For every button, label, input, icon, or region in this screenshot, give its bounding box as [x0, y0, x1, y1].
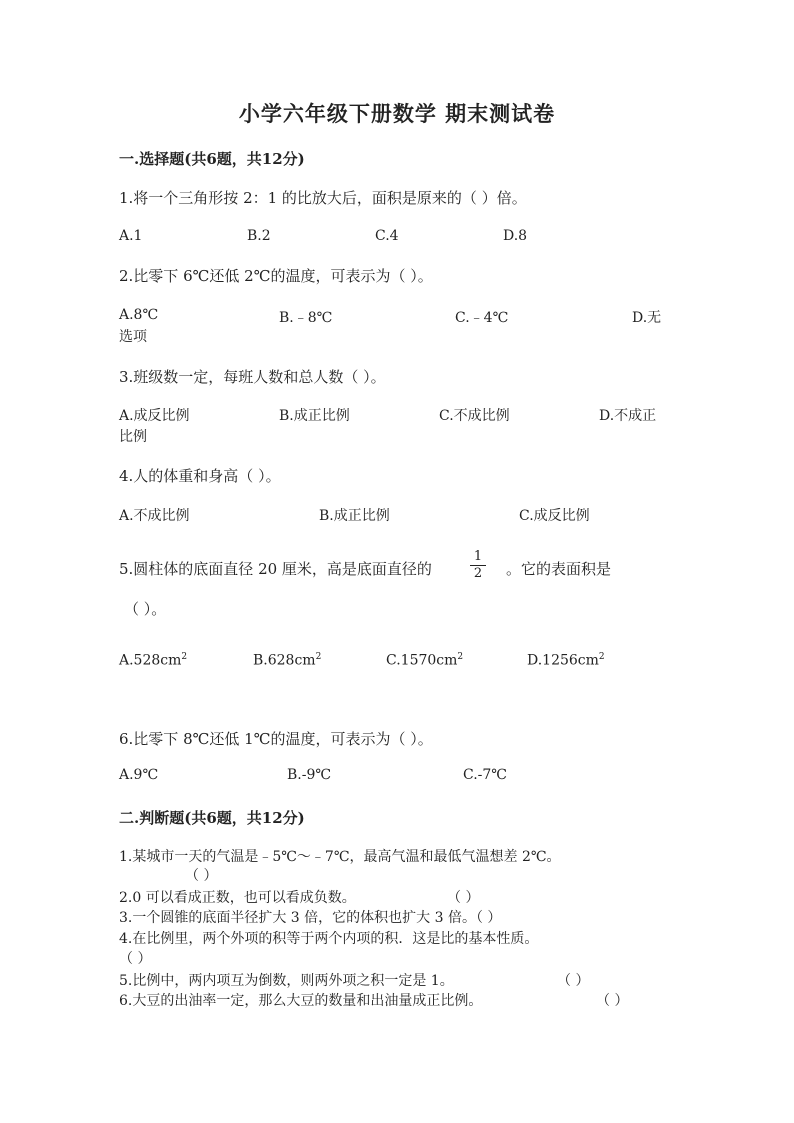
judge-1: 1.某城市一天的气温是﹣5℃～﹣7℃，最高气温和最低气温想差 2℃。 [119, 849, 561, 865]
question-5: 5.圆柱体的底面直径 20 厘米，高是底面直径的 [119, 560, 432, 578]
q2-option-d: D.无 [632, 310, 662, 326]
judge-1-answer: （ ） [185, 868, 218, 884]
q1-option-c: C.4 [375, 228, 399, 244]
q3-option-d-wrap: 比例 [119, 429, 147, 445]
judge-2: 2.0 可以看成正数，也可以看成负数。 [119, 890, 356, 906]
question-4: 4.人的体重和身高（ ）。 [119, 467, 281, 485]
fraction-denominator: 2 [473, 566, 483, 581]
q5-option-c: $C.1570cm^2$ [386, 652, 464, 669]
judge-6: 6.大豆的出油率一定，那么大豆的数量和出油量成正比例。 [119, 993, 483, 1009]
q1-option-a: A.1 [119, 228, 143, 244]
question-1: 1.将一个三角形按 2：1 的比放大后，面积是原来的（ ）倍。 [119, 189, 527, 207]
question-3: 3.班级数一定，每班人数和总人数（ ）。 [119, 368, 386, 386]
q4-option-b: B.成正比例 [319, 508, 390, 524]
section-1-heading: 一.选择题(共6题，共12分) [119, 150, 305, 168]
judge-3: 3.一个圆锥的底面半径扩大 3 倍，它的体积也扩大 3 倍。（ ） [119, 910, 502, 926]
question-2: 2.比零下 6℃还低 2℃的温度，可表示为（ ）。 [119, 267, 433, 285]
judge-5-answer: （ ） [557, 973, 590, 989]
q6-option-c: C.-7℃ [463, 767, 507, 783]
q2-option-d-wrap: 选项 [119, 329, 147, 345]
judge-5: 5.比例中，两内项互为倒数，则两外项之积一定是 1。 [119, 973, 454, 989]
q1-option-d: D.8 [503, 228, 528, 244]
q1-option-b: B.2 [247, 228, 271, 244]
judge-4-answer: （ ） [119, 951, 152, 967]
q2-option-c: C.﹣4℃ [455, 310, 509, 326]
q3-option-a: A.成反比例 [119, 408, 190, 424]
q6-option-a: A.9℃ [119, 767, 159, 783]
q3-option-b: B.成正比例 [279, 408, 350, 424]
question-6: 6.比零下 8℃还低 1℃的温度，可表示为（ ）。 [119, 730, 433, 748]
fraction-one-half [470, 550, 486, 581]
page-title: 小学六年级下册数学 期末测试卷 [238, 101, 556, 126]
question-5-cont: 。它的表面积是 [506, 560, 612, 578]
q4-option-c: C.成反比例 [519, 508, 590, 524]
q2-option-a: A.8℃ [119, 307, 159, 323]
q3-option-c: C.不成比例 [439, 408, 510, 424]
q2-option-b: B.﹣8℃ [279, 310, 333, 326]
judge-6-answer: （ ） [596, 993, 629, 1009]
section-2-heading: 二.判断题(共6题，共12分) [119, 809, 305, 827]
fraction-numerator: 1 [473, 549, 483, 564]
q3-option-d: D.不成正 [599, 408, 657, 424]
judge-4: 4.在比例里，两个外项的积等于两个内项的积．这是比的基本性质。 [119, 931, 539, 947]
q5-option-d: $D.1256cm^2$ [527, 652, 605, 669]
judge-2-answer: （ ） [447, 890, 480, 906]
question-5-line2: （ ）。 [124, 600, 167, 618]
q5-option-a: $A.528cm^2$ [119, 652, 188, 669]
q4-option-a: A.不成比例 [119, 508, 190, 524]
q5-option-b: $B.628cm^2$ [253, 652, 322, 669]
q6-option-b: B.-9℃ [287, 767, 332, 783]
